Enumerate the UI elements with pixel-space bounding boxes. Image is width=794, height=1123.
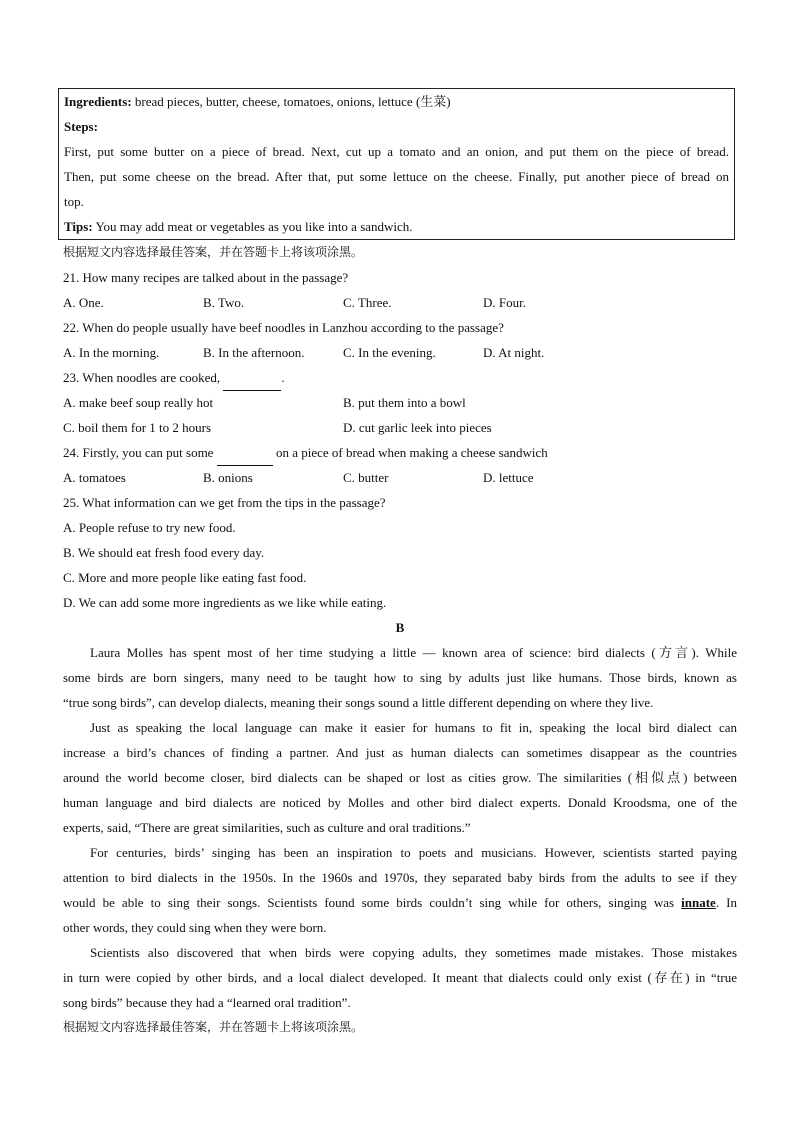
option[interactable]: B. Two.: [203, 295, 245, 310]
paragraph-line: song birds” because they had a “learned oral tradition”.: [63, 995, 351, 1010]
paragraph: [63, 940, 737, 1015]
option[interactable]: B. We should eat fresh food every day.: [63, 545, 265, 560]
text-run: . In: [715, 895, 737, 910]
answer-blank: [217, 440, 273, 466]
paragraph-line: in turn were copied by other birds, and a local dialect developed. It meant that dialects could only exist (存在) in “true: [63, 970, 737, 985]
option[interactable]: A. make beef soup really hot: [63, 395, 214, 410]
stem-text: 24. Firstly, you can put some: [63, 445, 217, 460]
question-stem: 21. How many recipes are talked about in the passage?: [63, 270, 349, 285]
paragraph: [63, 640, 737, 715]
stem-text: .: [281, 370, 285, 385]
stem-text: 23. When noodles are cooked,: [63, 370, 224, 385]
option[interactable]: C. butter: [343, 470, 389, 485]
option[interactable]: C. In the evening.: [343, 345, 436, 360]
recipe-box: [58, 88, 735, 240]
paragraph: [63, 715, 737, 840]
paragraph-line: around the world become closer, bird dialects can be shaped or lost as cities grow. The similarities (相似点) between: [63, 770, 737, 785]
options-row: [63, 415, 737, 440]
ingredients-line: [64, 89, 729, 114]
paragraph-line: For centuries, birds’ singing has been an inspiration to poets and musicians. However, scientists started paying: [90, 845, 737, 860]
paragraph-line: other words, they could sing when they were born.: [63, 920, 327, 935]
question-stem: [63, 365, 737, 390]
paragraph-line: some birds are born singers, many need to be taught how to sing by adults just like humans. Those birds, known as: [63, 670, 737, 685]
options-row: [63, 465, 737, 490]
question-stem: [63, 440, 737, 465]
tips-line: [64, 214, 729, 239]
ingredients-text: bread pieces, butter, cheese, tomatoes, onions, lettuce (生菜): [131, 94, 451, 109]
options-row: [63, 390, 737, 415]
paragraph-line: [63, 890, 737, 915]
instruction: 根据短文内容选择最佳答案，并在答题卡上将该项涂黑。: [63, 1020, 364, 1034]
option[interactable]: D. At night.: [483, 345, 545, 360]
option[interactable]: C. More and more people like eating fast food.: [63, 570, 307, 585]
option[interactable]: C. boil them for 1 to 2 hours: [63, 420, 212, 435]
option[interactable]: C. Three.: [343, 295, 392, 310]
option[interactable]: A. In the morning.: [63, 345, 160, 360]
question-stem: 25. What information can we get from the tips in the passage?: [63, 495, 386, 510]
steps-line: top.: [64, 194, 84, 209]
option[interactable]: D. cut garlic leek into pieces: [343, 420, 492, 435]
question-stem: 22. When do people usually have beef noodles in Lanzhou according to the passage?: [63, 320, 504, 335]
paragraph-line: human language and bird dialects are noticed by Molles and other bird dialect experts. Donald Kroodsma, one of the: [63, 795, 737, 810]
option[interactable]: A. People refuse to try new food.: [63, 520, 236, 535]
option[interactable]: B. In the afternoon.: [203, 345, 305, 360]
stem-text: on a piece of bread when making a cheese sandwich: [272, 445, 548, 460]
text-run: would be able to sing their songs. Scientists found some birds couldn’t sing while for others, singing was: [63, 895, 682, 910]
paragraph-line: “true song birds”, can develop dialects, meaning their songs sound a little different depending on where they live.: [63, 695, 654, 710]
option[interactable]: A. tomatoes: [63, 470, 126, 485]
instruction: 根据短文内容选择最佳答案，并在答题卡上将该项涂黑。: [63, 245, 364, 259]
exam-page: [63, 88, 737, 1040]
options-row: [63, 290, 737, 315]
option[interactable]: D. We can add some more ingredients as we like while eating.: [63, 595, 387, 610]
steps-label: Steps:: [64, 119, 98, 134]
option[interactable]: D. lettuce: [483, 470, 534, 485]
paragraph-line: experts, said, “There are great similarities, such as culture and oral traditions.”: [63, 820, 471, 835]
section-heading: B: [395, 620, 405, 635]
paragraph-line: increase a bird’s chances of finding a partner. And just as human dialects can sometimes disappear as the countries: [63, 745, 737, 760]
innate-word: innate: [681, 895, 716, 910]
paragraph-line: Scientists also discovered that when birds were copying adults, they sometimes made mistakes. Those mistakes: [90, 945, 737, 960]
option[interactable]: B. put them into a bowl: [343, 395, 466, 410]
tips-label: Tips:: [64, 219, 93, 234]
ingredients-label: Ingredients:: [64, 94, 132, 109]
option[interactable]: D. Four.: [483, 295, 526, 310]
tips-text: You may add meat or vegetables as you like into a sandwich.: [92, 219, 413, 234]
steps-line: First, put some butter on a piece of bread. Next, cut up a tomato and an onion, and put them on the piece of bread.: [64, 144, 729, 159]
paragraph: [63, 840, 737, 940]
answer-blank: [223, 365, 281, 391]
option[interactable]: B. onions: [203, 470, 253, 485]
option[interactable]: A. One.: [63, 295, 104, 310]
options-row: [63, 340, 737, 365]
steps-line: Then, put some cheese on the bread. After that, put some lettuce on the cheese. Finally, put another piece of bread on: [64, 169, 729, 184]
paragraph-line: Just as speaking the local language can make it easier for humans to fit in, speaking the local bird dialect can: [90, 720, 737, 735]
paragraph-line: attention to bird dialects in the 1950s. In the 1960s and 1970s, they separated baby birds from the adults to see if they: [63, 870, 737, 885]
paragraph-line: Laura Molles has spent most of her time studying a little — known area of science: bird dialects (方言). While: [90, 645, 737, 660]
